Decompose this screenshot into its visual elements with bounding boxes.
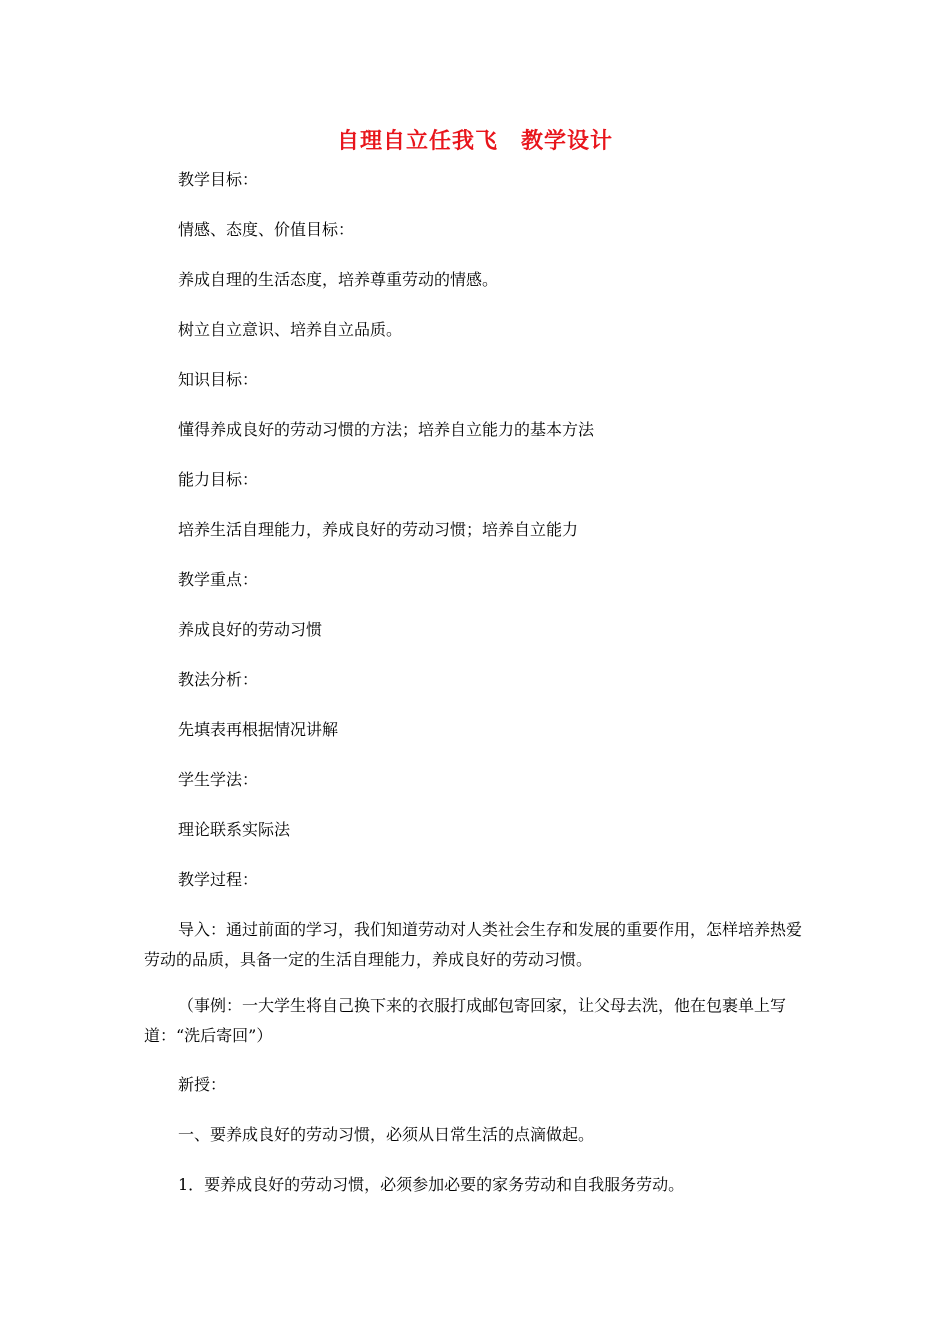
point-one-one: 1．要养成良好的劳动习惯，必须参加必要的家务劳动和自我服务劳动。 — [178, 1175, 685, 1194]
heading-teaching-goals: 教学目标： — [178, 170, 259, 189]
heading-key-points: 教学重点： — [178, 570, 259, 589]
text-line: 养成自理的生活态度，培养尊重劳动的情感。 — [178, 270, 499, 289]
heading-ability-goals: 能力目标： — [178, 470, 259, 489]
text-line: 培养生活自理能力，养成良好的劳动习惯；培养自立能力 — [178, 520, 579, 539]
document-title: 自理自立任我飞 教学设计 — [336, 129, 613, 154]
paragraph-example: （事例：一大学生将自己换下来的衣服打成邮包寄回家，让父母去洗，他在包裹单上写道：“洗后寄回”） — [144, 996, 787, 1045]
heading-method-analysis: 教法分析： — [178, 670, 259, 689]
paragraph-intro: 导入：通过前面的学习，我们知道劳动对人类社会生存和发展的重要作用，怎样培养热爱劳动的品质，具备一定的生活自理能力，养成良好的劳动习惯。 — [144, 920, 803, 969]
heading-new-lesson: 新授： — [178, 1075, 227, 1094]
heading-teaching-process: 教学过程： — [178, 870, 259, 889]
heading-study-method: 学生学法： — [178, 770, 259, 789]
point-one: 一、要养成良好的劳动习惯，必须从日常生活的点滴做起。 — [178, 1125, 595, 1144]
heading-emotion-goals: 情感、态度、价值目标： — [178, 220, 355, 239]
text-line: 先填表再根据情况讲解 — [178, 720, 339, 739]
text-line: 养成良好的劳动习惯 — [178, 620, 323, 639]
heading-knowledge-goals: 知识目标： — [178, 370, 259, 389]
text-line: 理论联系实际法 — [178, 820, 291, 839]
text-line: 懂得养成良好的劳动习惯的方法；培养自立能力的基本方法 — [178, 420, 595, 439]
text-line: 树立自立意识、培养自立品质。 — [178, 320, 403, 339]
